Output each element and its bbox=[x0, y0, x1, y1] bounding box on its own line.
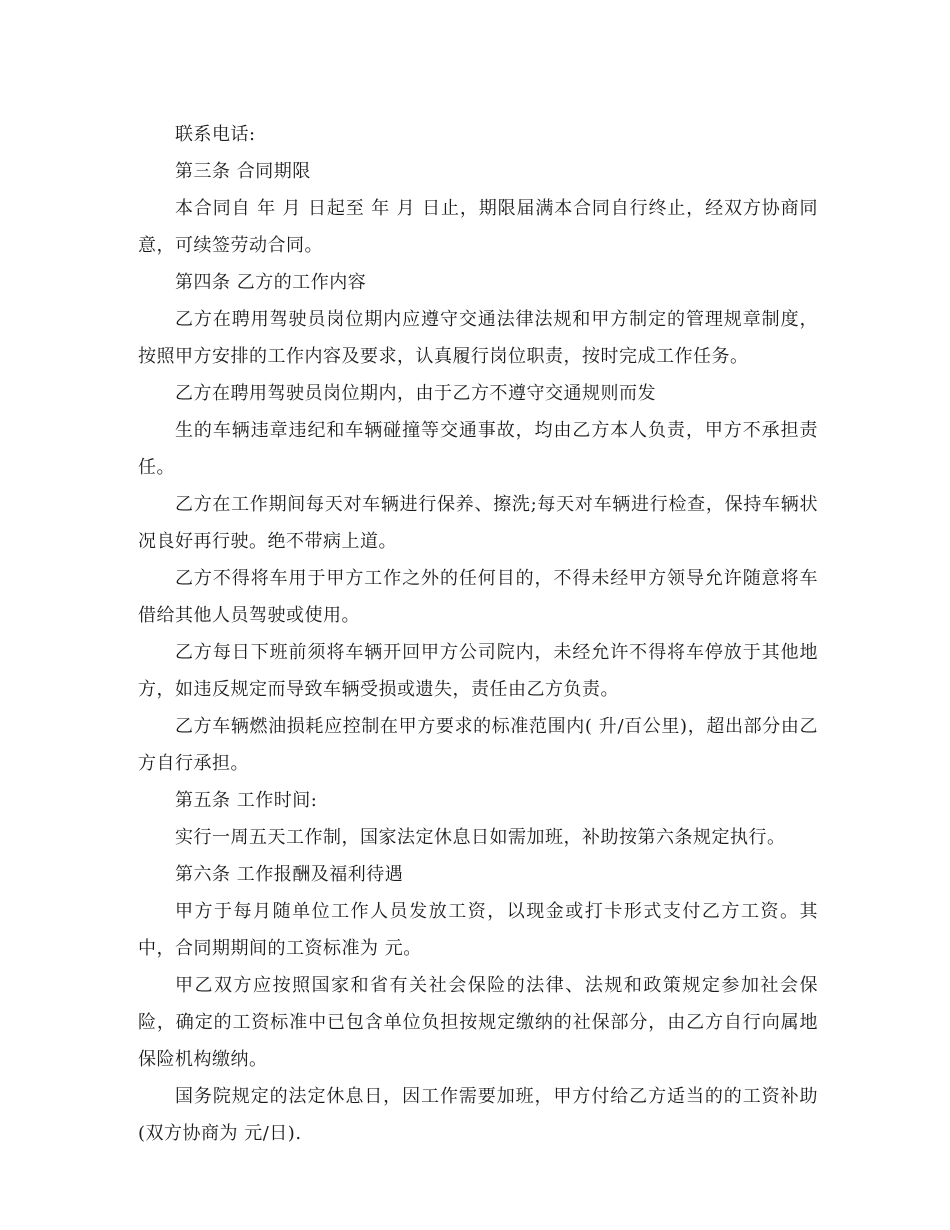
fuel-consumption-paragraph: 乙方车辆燃油损耗应控制在甲方要求的标准范围内( 升/百公里)，超出部分由乙方自行承担。 bbox=[138, 716, 818, 774]
article-4-heading: 第四条 乙方的工作内容 bbox=[175, 272, 367, 293]
overtime-allowance-paragraph: 国务院规定的法定休息日，因工作需要加班，甲方付给乙方适当的的工资补助(双方协商为 元/日). bbox=[138, 1086, 818, 1144]
social-insurance-paragraph: 甲乙双方应按照国家和省有关社会保险的法律、法规和政策规定参加社会保险，确定的工资标准中已包含单位负担按规定缴纳的社保部分，由乙方自行向属地保险机构缴纳。 bbox=[138, 975, 818, 1070]
job-duties-paragraph: 乙方在聘用驾驶员岗位期内应遵守交通法律法规和甲方制定的管理规章制度，按照甲方安排的工作内容及要求，认真履行岗位职责，按时完成工作任务。 bbox=[138, 309, 818, 367]
document-body bbox=[138, 116, 818, 1152]
vehicle-use-paragraph: 乙方不得将车用于甲方工作之外的任何目的，不得未经甲方领导允许随意将车借给其他人员驾驶或使用。 bbox=[138, 568, 818, 626]
vehicle-maintenance-paragraph: 乙方在工作期间每天对车辆进行保养、擦洗;每天对车辆进行检查，保持车辆状况良好再行驶。绝不带病上道。 bbox=[138, 494, 818, 552]
work-schedule-paragraph: 实行一周五天工作制，国家法定休息日如需加班，补助按第六条规定执行。 bbox=[175, 827, 786, 848]
vehicle-parking-paragraph: 乙方每日下班前须将车辆开回甲方公司院内，未经允许不得将车停放于其他地方，如违反规定而导致车辆受损或遗失，责任由乙方负责。 bbox=[138, 642, 818, 700]
traffic-rules-line: 乙方在聘用驾驶员岗位期内，由于乙方不遵守交通规则而发 bbox=[175, 383, 656, 404]
contract-term-paragraph: 本合同自 年 月 日起至 年 月 日止，期限届满本合同自行终止，经双方协商同意，可续签劳动合同。 bbox=[138, 198, 818, 256]
accident-liability-paragraph: 生的车辆违章违纪和车辆碰撞等交通事故，均由乙方本人负责，甲方不承担责任。 bbox=[138, 420, 818, 478]
article-5-heading: 第五条 工作时间: bbox=[175, 790, 318, 811]
article-3-heading: 第三条 合同期限 bbox=[175, 161, 311, 182]
article-6-heading: 第六条 工作报酬及福利待遇 bbox=[175, 864, 404, 885]
contact-phone-line: 联系电话: bbox=[175, 124, 256, 145]
salary-payment-paragraph: 甲方于每月随单位工作人员发放工资，以现金或打卡形式支付乙方工资。其中，合同期期间的工资标准为 元。 bbox=[138, 901, 818, 959]
